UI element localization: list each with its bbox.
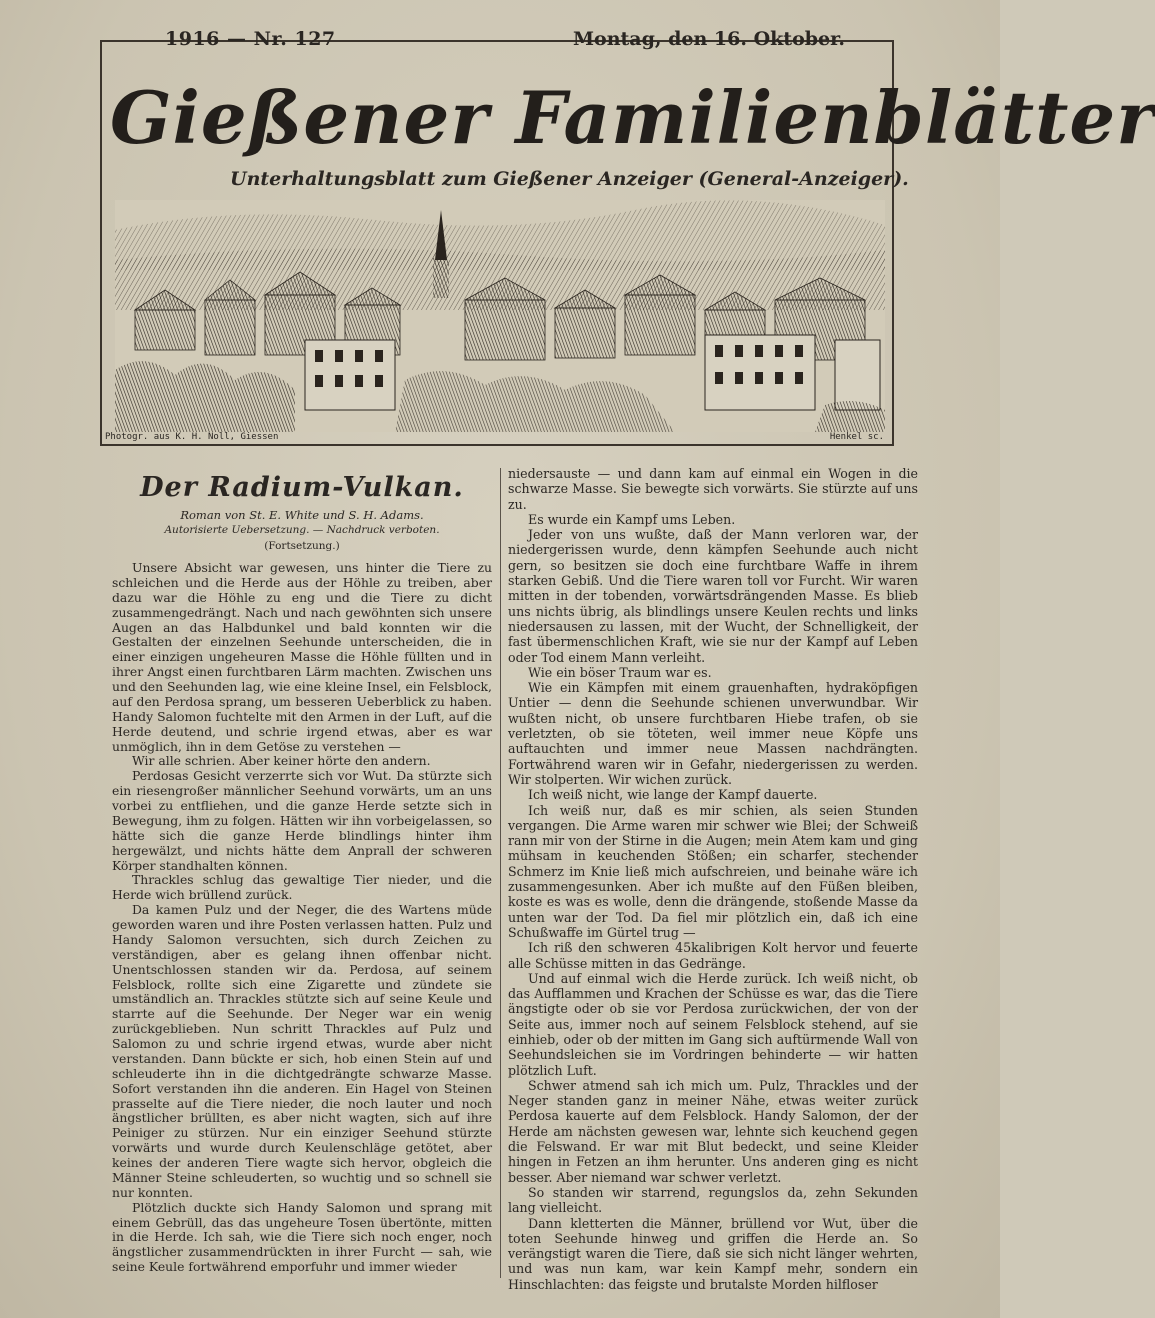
paragraph: Und auf einmal wich die Herde zurück. Ich weiß nicht, ob das Aufflammen und Krachen der Schüsse es war, das die Tiere ängstigte oder ob sie vor Perdosa zurückwichen, der von der Seite aus, immer noch auf seinem Felsblock stehend, auf sie einhieb, oder ob der mitten im Gang sich auftürmende Wall von Seehundsleichen sie im Vordringen behinderte — wir hatten plötzlich Luft.: [508, 970, 918, 1078]
engraver-credit: Henkel sc.: [829, 432, 884, 442]
paragraph: Es wurde ein Kampf ums Leben.: [528, 511, 736, 527]
paragraph: Wie ein böser Traum war es.: [528, 664, 712, 680]
paragraph: Schwer atmend sah ich mich um. Pulz, Thrackles und der Neger standen ganz in meiner Nähe, etwas weiter zurück Perdosa kauerte auf dem Felsblock. Handy Salomon, der der Herde am nächsten gewesen war, lehnte sich keuchend gegen die Felswand. Er war mit Blut bedeckt, und seine Kleider hingen in Fetzen an ihm herunter. Uns anderen ging es nicht besser. Aber niemand war schwer verletzt.: [508, 1077, 918, 1185]
article-title: Der Radium-Vulkan.: [140, 472, 464, 503]
paragraph: Perdosas Gesicht verzerrte sich vor Wut. Da stürzte sich ein riesengroßer männlicher Seehund vorwärts, um an uns vorbei zu entfliehen, und die ganze Herde setzte sich in Bewegung, ihm zu folgen. Hätten wir ihn vorbeigelassen, so hätte sich die ganze Herde blindlings hinter ihm hergewälzt, und nichts hätte dem Anprall der schweren Körper standhalten können.: [112, 768, 492, 873]
paragraph: Plötzlich duckte sich Handy Salomon und sprang mit einem Gebrüll, das das ungeheure Tosen übertönte, mitten in die Herde. Ich sah, wie die Tiere sich noch enger, noch ängstlicher zusammendrückten in ihrer Furcht — sah, wie seine Keule fortwährend emporfuhr und immer wieder: [112, 1199, 492, 1275]
paragraph: Dann kletterten die Männer, brüllend vor Wut, über die toten Seehunde hinweg und griffen die Herde an. So verängstigt waren die Tiere, daß sie sich nicht länger wehrten, und was nun kam, war kein Kampf mehr, sondern ein Hinschlachten: das feigste und brutalste Morden hilfloser: [508, 1215, 918, 1292]
article-column-right: [508, 466, 918, 1292]
paragraph: Jeder von uns wußte, daß der Mann verloren war, der niedergerissen wurde, denn kämpfen Seehunde auch nicht gern, so besitzen sie doch eine furchtbare Waffe in ihrem starken Gebiß. Und die Tiere waren toll vor Furcht. Wir waren mitten in der tobenden, vorwärtsdrängenden Masse. Es blieb uns nichts übrig, als blindlings unsere Keulen rechts und links niedersausen zu lassen, mit der Wucht, der Schnelligkeit, der fast übermenschlichen Kraft, wie sie nur der Kampf auf Leben oder Tod einem Mann verleiht.: [508, 527, 918, 665]
paragraph: Thrackles schlug das gewaltige Tier nieder, und die Herde wich brüllend zurück.: [112, 872, 492, 903]
issue-date: Montag, den 16. Oktober.: [572, 28, 845, 50]
masthead-title: Gießener Familienblätter: [110, 75, 1155, 160]
column-divider: [500, 468, 501, 1278]
paragraph: Unsere Absicht war gewesen, uns hinter die Tiere zu schleichen und die Herde aus der Höhle zu treiben, aber dazu war die Höhle zu eng und die Tiere zu dicht zusammengedrängt. Nach und nach gewöhnten sich unsere Augen an das Halbdunkel und bald konnten wir die Gestalten der einzelnen Seehunde unterscheiden, die in einer einzigen ungeheuren Masse die Höhle füllten und in ihrer Angst einen furchtbaren Lärm machten. Zwischen uns und den Seehunden lag, wie eine kleine Insel, ein Felsblock, auf den Perdosa sprang, um besseren Ueberblick zu haben. Handy Salomon fuchtelte mit den Armen in der Luft, auf die Herde deutend, und schrie irgend etwas, aber es war unmöglich, ihn in dem Getöse zu verstehen —: [112, 560, 492, 754]
translation-note: Autorisierte Uebersetzung. — Nachdruck verboten.: [164, 524, 440, 536]
paragraph: Wie ein Kämpfen mit einem grauenhaften, hydraköpfigen Untier — denn die Seehunde schienen unverwundbar. Wir wußten nicht, ob unsere furchtbaren Hiebe trafen, ob sie verletzten, ob sie töteten, weil immer neue Köpfe uns auftauchten und immer neue Massen nachdrängten. Fortwährend waren wir in Gefahr, niedergerissen zu werden. Wir stolperten. Wir wichen zurück.: [508, 680, 918, 787]
continuation-note: (Fortsetzung.): [264, 540, 340, 552]
paragraph: niedersauste — und dann kam auf einmal ein Wogen in die schwarze Masse. Sie bewegte sich vorwärts. Sie stürzte auf uns zu.: [508, 466, 918, 512]
paragraph: Wir alle schrien. Aber keiner hörte den andern.: [132, 753, 431, 769]
paragraph: Ich riß den schweren 45kalibrigen Kolt hervor und feuerte alle Schüsse mitten in das Gedränge.: [508, 940, 918, 971]
issue-number: 1916 — Nr. 127: [165, 28, 336, 50]
masthead-subtitle: Unterhaltungsblatt zum Gießener Anzeiger (General-Anzeiger).: [230, 168, 909, 190]
photo-credit: Photogr. aus K. H. Noll, Giessen: [105, 432, 279, 442]
paragraph: Ich weiß nicht, wie lange der Kampf dauerte.: [528, 787, 818, 803]
paragraph: Da kamen Pulz und der Neger, die des Wartens müde geworden waren und ihre Posten verlassen hatten. Pulz und Handy Salomon versuchten, sich durch Zeichen zu verständigen, aber es gelang ihnen offenbar nicht. Unentschlossen standen wir da. Perdosa, auf seinem Felsblock, rollte sich eine Zigarette und zündete sie umständlich an. Thrackles stützte sich auf seine Keule und starrte auf die Seehunde. Der Neger war ein wenig zurückgeblieben. Nun schritt Thrackles auf Pulz und Salomon zu und schrie irgend etwas, wurde aber nicht verstanden. Dann bückte er sich, hob einen Stein auf und schleuderte ihn in die dichtgedrängte schwarze Masse. Sofort verstanden ihn die anderen. Ein Hagel von Steinen prasselte auf die Tiere nieder, die noch lauter und noch ängstlicher brüllten, es aber nicht wagten, sich auf ihre Peiniger zu stürzen. Nur ein einziger Seehund stürzte vorwärts und wurde durch Keulenschläge getötet, aber keines der anderen Tiere wagte sich hervor, obgleich die Männer Steine schleuderten, so wuchtig und so schnell sie nur konnten.: [112, 902, 492, 1200]
article-byline: Roman von St. E. White und S. H. Adams.: [180, 508, 424, 522]
article-column-left: [112, 472, 492, 1275]
paragraph: Ich weiß nur, daß es mir schien, als seien Stunden vergangen. Die Arme waren mir schwer wie Blei; der Schweiß rann mir von der Stirne in die Augen; mein Atem kam und ging mühsam in keuchenden Stößen; ein scharfer, stechender Schmerz im Knie ließ mich aufschreien, und beinahe wäre ich zusammengesunken. Aber ich mußte auf den Füßen bleiben, koste es was es wolle, denn die drängende, stoßende Masse da unten war der Tod. Da fiel mir plötzlich ein, daß ich eine Schußwaffe im Gürtel trug —: [508, 802, 918, 940]
city-panorama-illustration: [115, 200, 885, 432]
paragraph: So standen wir starrend, regungslos da, zehn Sekunden lang vielleicht.: [508, 1184, 918, 1216]
